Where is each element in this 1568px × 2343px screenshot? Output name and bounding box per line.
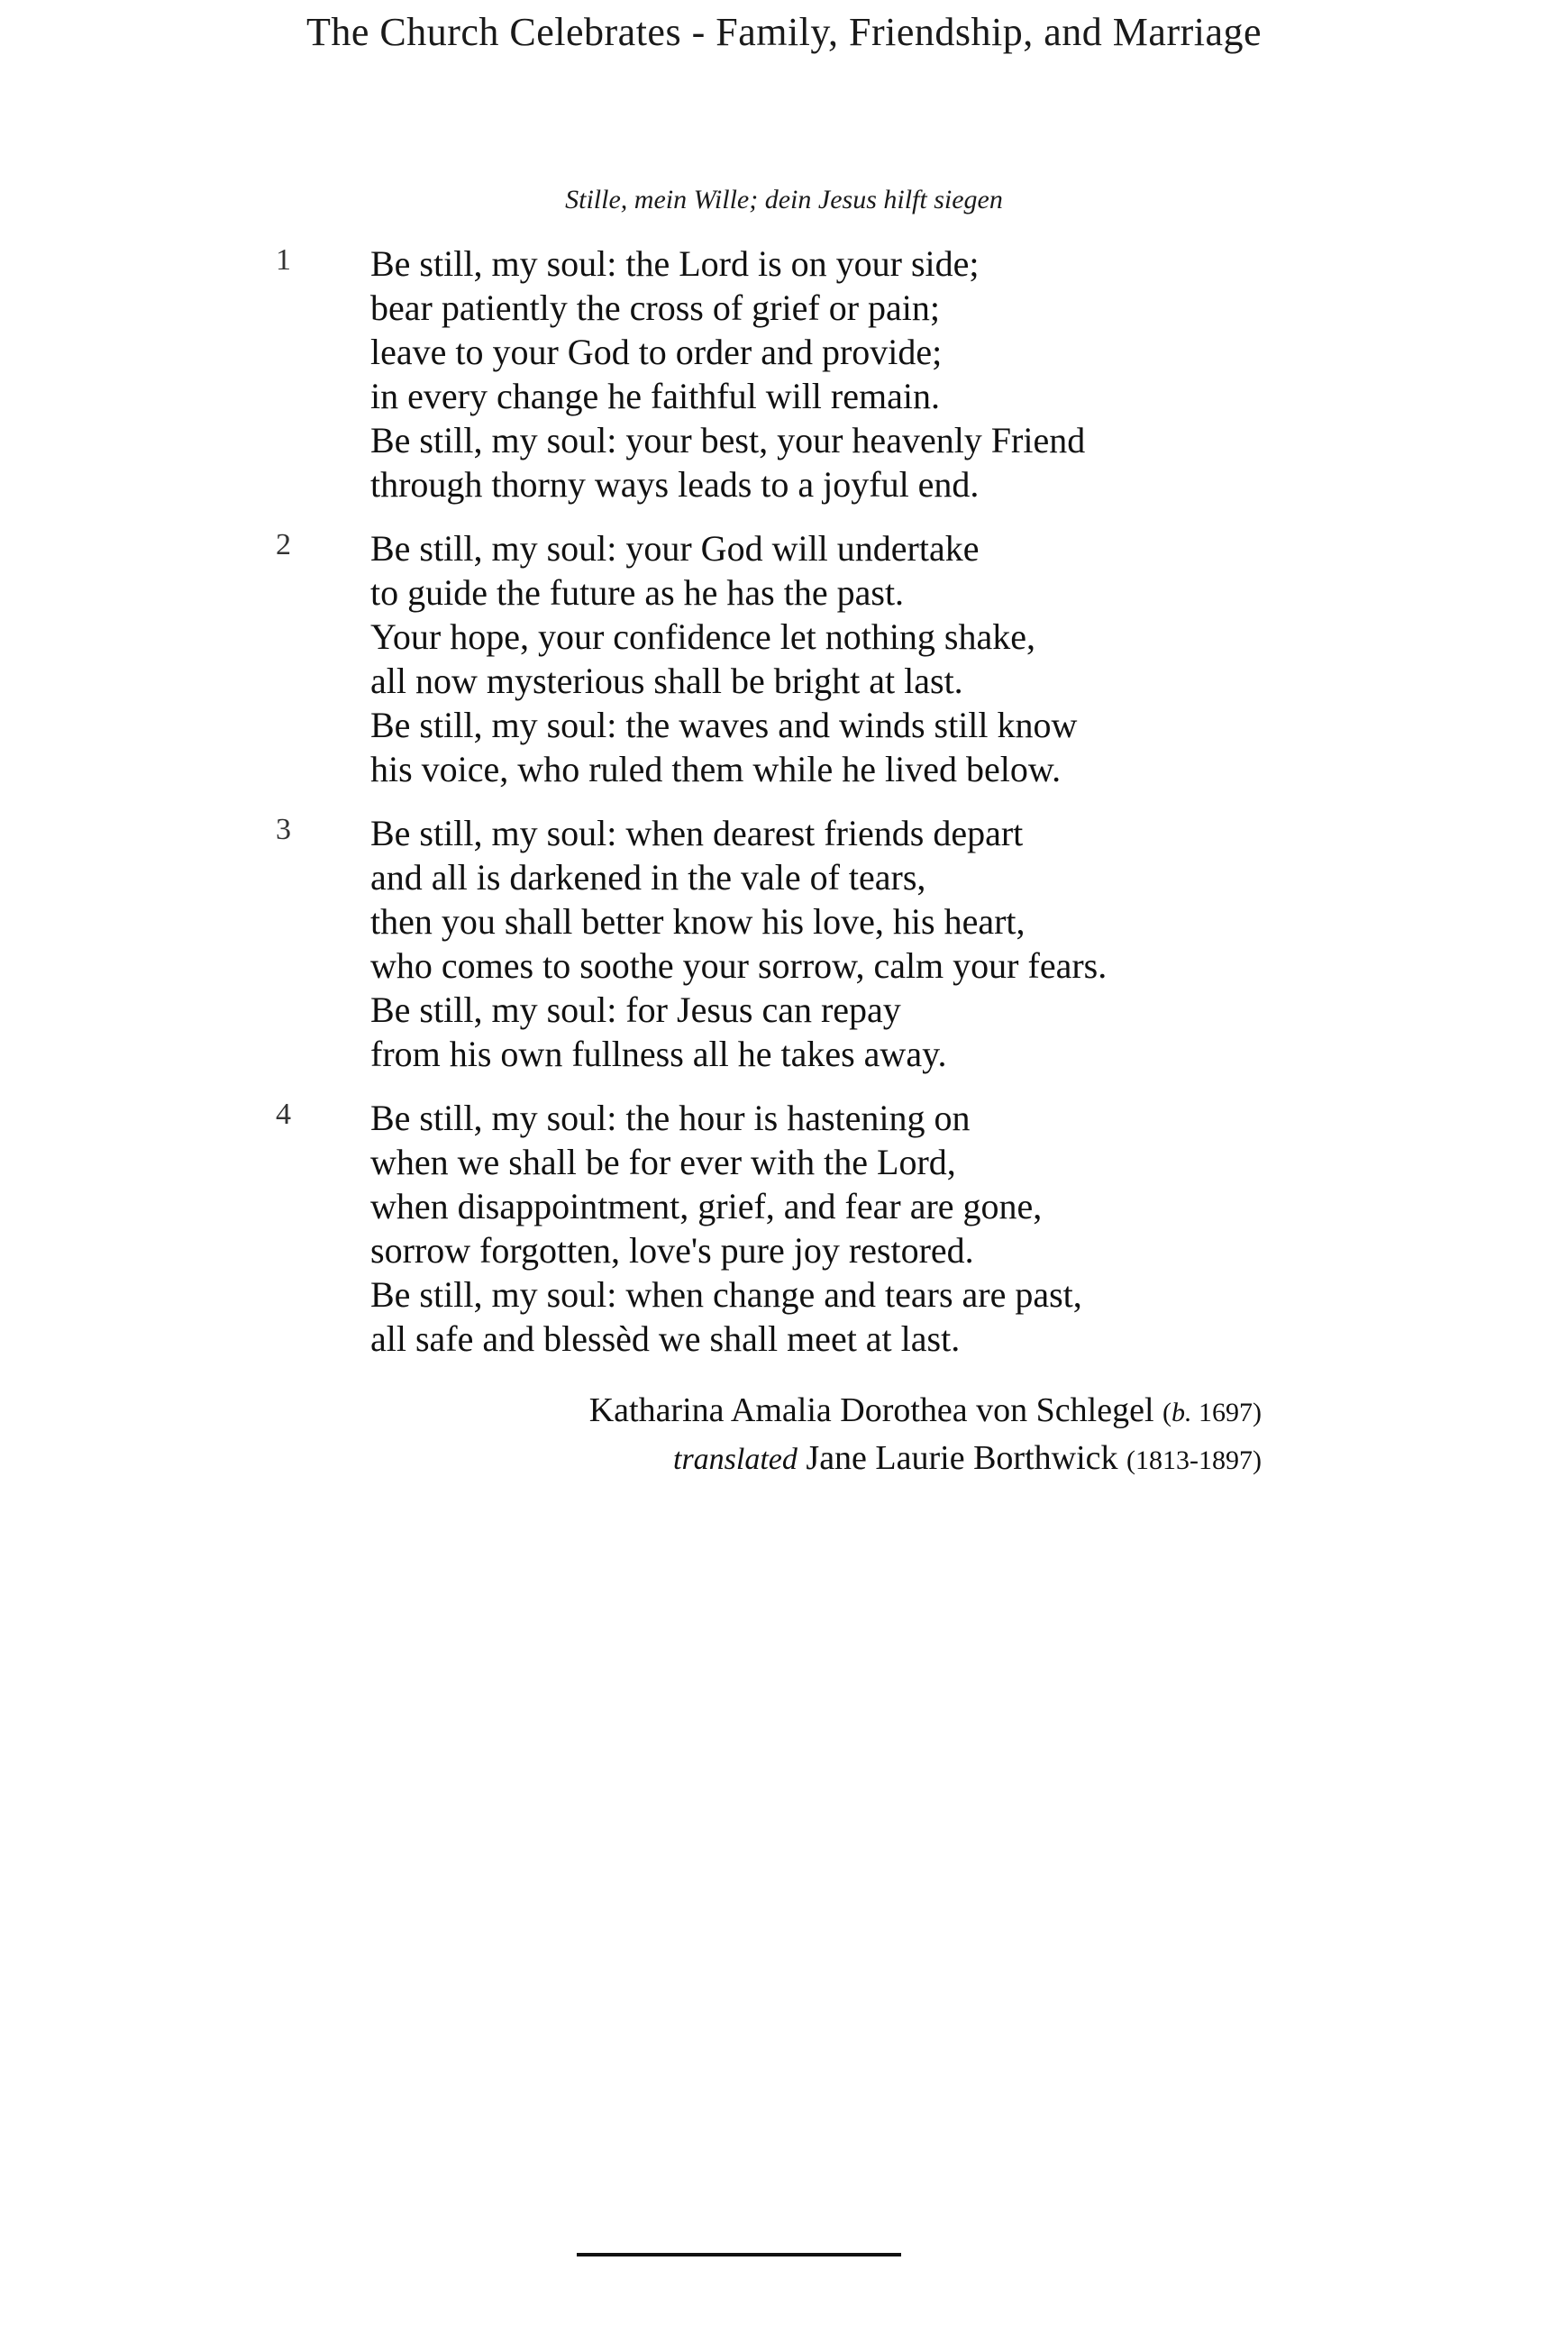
translator-label: translated [673, 1443, 798, 1476]
translator-line [0, 1436, 1262, 1483]
stanza-3 [0, 811, 1568, 1076]
translator-dates: (1813-1897) [1126, 1445, 1262, 1475]
verse-line: Your hope, your confidence let nothing shake, [370, 616, 1036, 657]
verse-line: when we shall be for ever with the Lord, [370, 1142, 956, 1182]
stanza-number: 3 [276, 813, 291, 846]
verse-line: Be still, my soul: when change and tears are past, [370, 1274, 1082, 1315]
stanza-2 [0, 526, 1568, 791]
stanza-4 [0, 1096, 1568, 1361]
verse-line: sorrow forgotten, love's pure joy restored. [370, 1230, 974, 1271]
hymn-attribution [0, 1388, 1262, 1483]
verse-line: bear patiently the cross of grief or pain; [370, 287, 940, 328]
stanza-1 [0, 242, 1568, 506]
stanza-number: 1 [276, 243, 291, 277]
hymn-verses [0, 242, 1568, 1381]
verse-line: then you shall better know his love, his heart, [370, 901, 1026, 942]
footer-rule [577, 2253, 901, 2256]
stanza-number: 4 [276, 1098, 291, 1131]
verse-line: and all is darkened in the vale of tears, [370, 857, 926, 898]
verse-line: through thorny ways leads to a joyful end. [370, 464, 980, 505]
verse-line: from his own fullness all he takes away. [370, 1034, 947, 1074]
author-dates: (b. 1697) [1162, 1398, 1262, 1427]
stanza-lines [370, 1096, 1568, 1361]
author-dates-year: 1697 [1199, 1398, 1253, 1427]
verse-line: Be still, my soul: the waves and winds still know [370, 705, 1078, 745]
verse-line: to guide the future as he has the past. [370, 572, 905, 613]
stanza-lines [370, 526, 1568, 791]
author-line [0, 1388, 1262, 1436]
verse-line: Be still, my soul: your God will undertake [370, 528, 980, 569]
verse-line: in every change he faithful will remain. [370, 376, 940, 416]
verse-line: Be still, my soul: your best, your heavenly Friend [370, 420, 1086, 460]
author-name: Katharina Amalia Dorothea von Schlegel [588, 1391, 1154, 1429]
verse-line: when disappointment, grief, and fear are gone, [370, 1186, 1043, 1226]
verse-line: Be still, my soul: when dearest friends depart [370, 813, 1024, 853]
author-dates-prefix: b. [1171, 1398, 1192, 1427]
stanza-lines [370, 242, 1568, 506]
verse-line: his voice, who ruled them while he lived below. [370, 749, 1062, 789]
verse-line: Be still, my soul: for Jesus can repay [370, 989, 901, 1030]
stanza-lines [370, 811, 1568, 1076]
verse-line: all now mysterious shall be bright at last. [370, 661, 963, 701]
verse-line: who comes to soothe your sorrow, calm your fears. [370, 945, 1108, 986]
verse-line: Be still, my soul: the Lord is on your side; [370, 243, 980, 284]
translator-name: Jane Laurie Borthwick [806, 1439, 1118, 1477]
verse-line: all safe and blessèd we shall meet at last. [370, 1318, 961, 1359]
running-head: The Church Celebrates - Family, Friendship, and Marriage [305, 10, 1263, 54]
hymn-incipit: Stille, mein Wille; dein Jesus hilft siegen [565, 185, 1003, 214]
verse-line: leave to your God to order and provide; [370, 332, 943, 372]
stanza-number: 2 [276, 528, 291, 561]
verse-line: Be still, my soul: the hour is hastening on [370, 1098, 971, 1138]
